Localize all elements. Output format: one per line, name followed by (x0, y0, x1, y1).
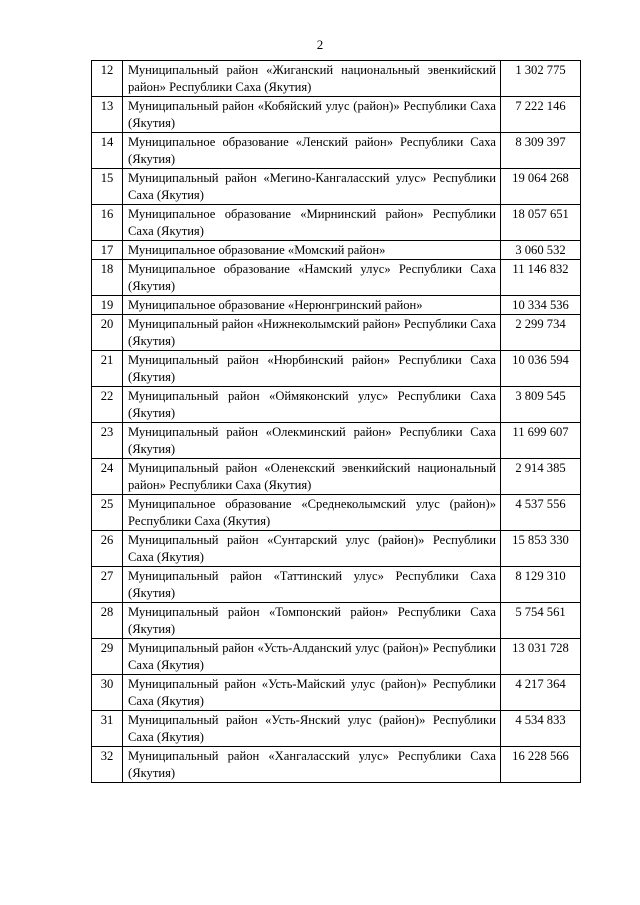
municipality-name: Муниципальное образование «Среднеколымский улус (район)» Республики Саха (Якутия) (123, 495, 501, 531)
table-row (92, 639, 581, 675)
amount: 10 036 594 (501, 351, 581, 387)
table-row (92, 495, 581, 531)
municipality-name: Муниципальный район «Усть-Майский улус (район)» Республики Саха (Якутия) (123, 675, 501, 711)
amount: 7 222 146 (501, 97, 581, 133)
row-number: 25 (92, 495, 123, 531)
amount: 1 302 775 (501, 61, 581, 97)
municipality-name: Муниципальный район «Таттинский улус» Республики Саха (Якутия) (123, 567, 501, 603)
row-number: 18 (92, 260, 123, 296)
row-number: 19 (92, 296, 123, 315)
row-number: 15 (92, 169, 123, 205)
table-row (92, 205, 581, 241)
page-number: 2 (316, 37, 324, 52)
municipality-name: Муниципальное образование «Намский улус» Республики Саха (Якутия) (123, 260, 501, 296)
allocation-table (91, 60, 581, 783)
amount: 4 537 556 (501, 495, 581, 531)
row-number: 26 (92, 531, 123, 567)
amount: 16 228 566 (501, 747, 581, 783)
row-number: 12 (92, 61, 123, 97)
amount: 15 853 330 (501, 531, 581, 567)
municipality-name: Муниципальный район «Хангаласский улус» Республики Саха (Якутия) (123, 747, 501, 783)
table-row (92, 387, 581, 423)
row-number: 24 (92, 459, 123, 495)
municipality-name: Муниципальный район «Томпонский район» Республики Саха (Якутия) (123, 603, 501, 639)
row-number: 32 (92, 747, 123, 783)
table-row (92, 260, 581, 296)
row-number: 17 (92, 241, 123, 260)
table-row (92, 747, 581, 783)
row-number: 29 (92, 639, 123, 675)
amount: 11 146 832 (501, 260, 581, 296)
row-number: 27 (92, 567, 123, 603)
municipality-name: Муниципальный район «Усть-Алданский улус (район)» Республики Саха (Якутия) (123, 639, 501, 675)
table-row (92, 675, 581, 711)
table-row (92, 315, 581, 351)
row-number: 23 (92, 423, 123, 459)
amount: 3 060 532 (501, 241, 581, 260)
amount: 2 914 385 (501, 459, 581, 495)
municipality-name: Муниципальный район «Олекминский район» Республики Саха (Якутия) (123, 423, 501, 459)
table-row (92, 567, 581, 603)
amount: 11 699 607 (501, 423, 581, 459)
amount: 19 064 268 (501, 169, 581, 205)
row-number: 14 (92, 133, 123, 169)
table-row (92, 133, 581, 169)
table-row (92, 97, 581, 133)
municipality-name: Муниципальный район «Нижнеколымский район» Республики Саха (Якутия) (123, 315, 501, 351)
municipality-name: Муниципальный район «Оленекский эвенкийский национальный район» Республики Саха (Якутия) (123, 459, 501, 495)
municipality-name: Муниципальный район «Усть-Янский улус (район)» Республики Саха (Якутия) (123, 711, 501, 747)
row-number: 21 (92, 351, 123, 387)
table-row (92, 351, 581, 387)
municipality-name: Муниципальный район «Сунтарский улус (район)» Республики Саха (Якутия) (123, 531, 501, 567)
municipality-name: Муниципальный район «Жиганский национальный эвенкийский район» Республики Саха (Якутия) (123, 61, 501, 97)
amount: 2 299 734 (501, 315, 581, 351)
table-row (92, 531, 581, 567)
municipality-name: Муниципальный район «Оймяконский улус» Республики Саха (Якутия) (123, 387, 501, 423)
table-row (92, 296, 581, 315)
table-row (92, 169, 581, 205)
row-number: 30 (92, 675, 123, 711)
amount: 4 534 833 (501, 711, 581, 747)
amount: 18 057 651 (501, 205, 581, 241)
municipality-name: Муниципальный район «Мегино-Кангаласский улус» Республики Саха (Якутия) (123, 169, 501, 205)
table-row (92, 459, 581, 495)
amount: 10 334 536 (501, 296, 581, 315)
row-number: 16 (92, 205, 123, 241)
table-row (92, 241, 581, 260)
row-number: 13 (92, 97, 123, 133)
amount: 4 217 364 (501, 675, 581, 711)
table-row (92, 61, 581, 97)
table-row (92, 423, 581, 459)
municipality-name: Муниципальный район «Кобяйский улус (район)» Республики Саха (Якутия) (123, 97, 501, 133)
municipality-name: Муниципальное образование «Нерюнгринский район» (123, 296, 501, 315)
table-row (92, 711, 581, 747)
amount: 8 129 310 (501, 567, 581, 603)
row-number: 31 (92, 711, 123, 747)
municipality-name: Муниципальное образование «Момский район» (123, 241, 501, 260)
row-number: 22 (92, 387, 123, 423)
municipality-name: Муниципальный район «Нюрбинский район» Республики Саха (Якутия) (123, 351, 501, 387)
municipality-name: Муниципальное образование «Ленский район» Республики Саха (Якутия) (123, 133, 501, 169)
municipality-name: Муниципальное образование «Мирнинский район» Республики Саха (Якутия) (123, 205, 501, 241)
row-number: 28 (92, 603, 123, 639)
amount: 5 754 561 (501, 603, 581, 639)
amount: 8 309 397 (501, 133, 581, 169)
row-number: 20 (92, 315, 123, 351)
amount: 3 809 545 (501, 387, 581, 423)
table-row (92, 603, 581, 639)
amount: 13 031 728 (501, 639, 581, 675)
